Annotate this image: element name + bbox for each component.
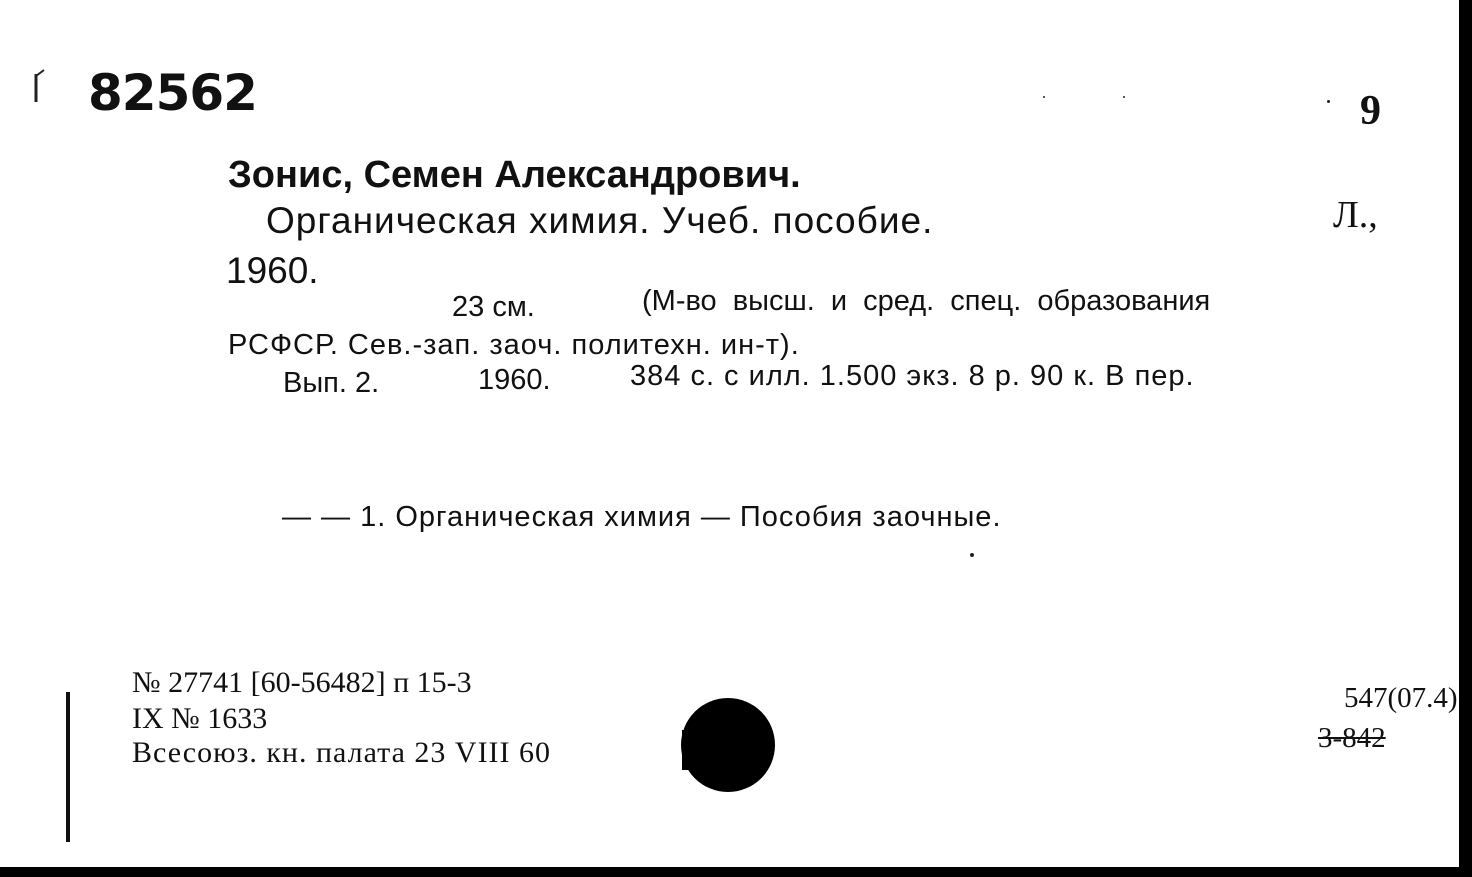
registration-order: IX № 1633 <box>132 702 268 735</box>
corner-mark: 9 <box>1360 88 1381 134</box>
punch-hole <box>670 690 790 810</box>
handwritten-inventory-number: 82562 <box>88 64 257 122</box>
speck-mark <box>970 553 974 557</box>
classification-number: 547(07.4) <box>1344 682 1458 714</box>
book-size: 23 см. <box>452 291 535 323</box>
issue-year: 1960. <box>478 364 551 396</box>
subject-heading: — — 1. Органическая химия — Пособия заочные. <box>282 501 1002 533</box>
series-note-part2: РСФСР. Сев.-зап. заоч. политехн. ин-т). <box>228 329 800 361</box>
publication-year: 1960. <box>226 250 319 291</box>
speck-mark <box>1123 96 1125 98</box>
issue-number: Вып. 2. <box>283 367 380 399</box>
publication-place: Л., <box>1333 194 1378 236</box>
author-heading: Зонис, Семен Александрович. <box>228 154 801 196</box>
series-note-part1: (М-во высш. и сред. спец. образования <box>642 285 1211 317</box>
book-title: Органическая химия. Учеб. пособие. <box>266 200 934 241</box>
registration-number: № 27741 [60-56482] п 15-3 <box>132 666 472 699</box>
speck-mark <box>1327 100 1330 103</box>
speck-mark <box>1043 96 1045 98</box>
book-chamber-stamp: Всесоюз. кн. палата 23 VIII 60 <box>132 736 552 769</box>
pages-and-price: 384 с. с илл. 1.500 экз. 8 р. 90 к. В пер. <box>630 360 1195 392</box>
author-sign: 3-842 <box>1318 722 1386 754</box>
left-edge-marks <box>0 0 90 877</box>
